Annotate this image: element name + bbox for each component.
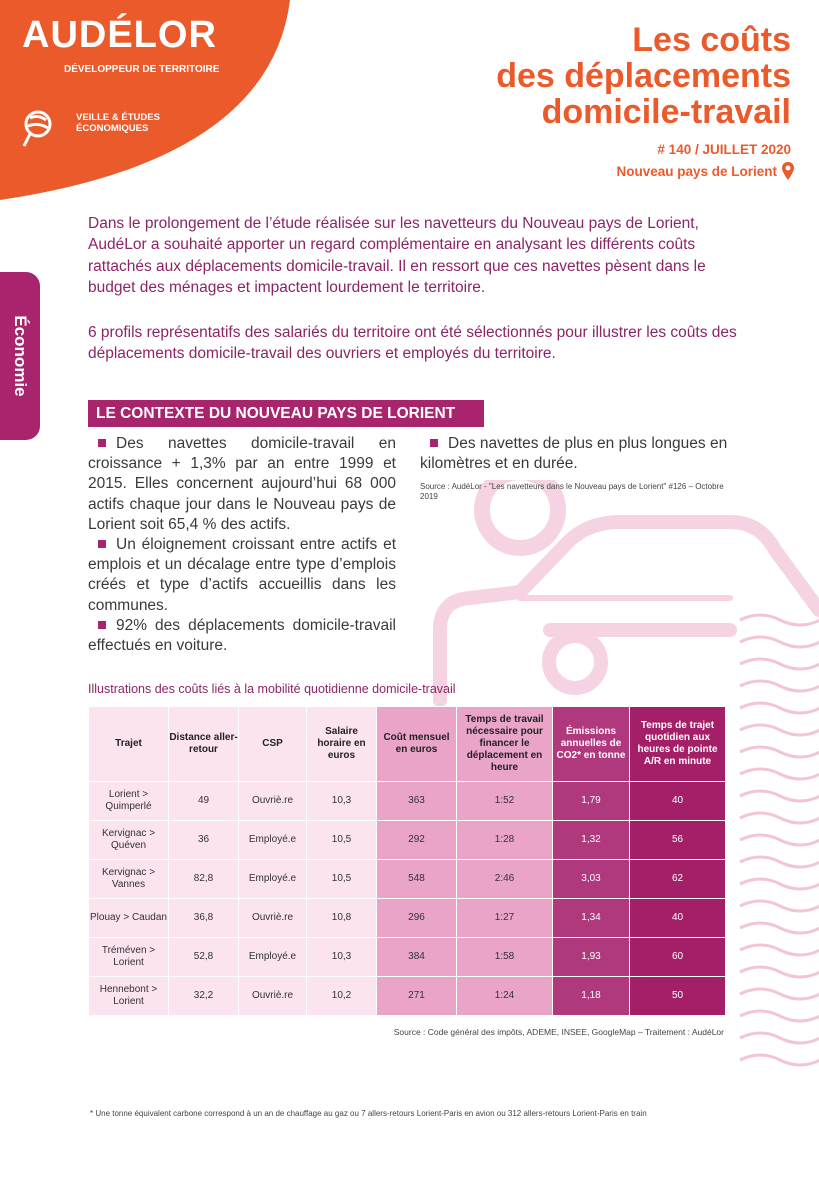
table-cell: 1,18 — [553, 977, 630, 1016]
table-row — [89, 899, 726, 938]
context-bullet-right — [420, 434, 740, 474]
bullet-square-icon — [430, 439, 438, 447]
table-cell: 2:46 — [457, 860, 553, 899]
table-cell: 10,3 — [307, 938, 377, 977]
column-header: Trajet — [89, 707, 169, 782]
table-cell: Lorient > Quimperlé — [89, 782, 169, 821]
table-cell: 36,8 — [169, 899, 239, 938]
table-cell: 1:58 — [457, 938, 553, 977]
issue-number: # 140 / JUILLET 2020 — [657, 142, 791, 157]
intro-paragraph-1: Dans le prolongement de l’étude réalisée sur les navetteurs du Nouveau pays de Lorient, AudéLor a souhaité apporter un regard complémentaire en analysant les différents coûts rattachés aux déplacements domicile-travail. Il en ressort que ces navettes pèsent dans le budget des ménages et impactent lourdement le territoire. — [88, 215, 706, 296]
column-header: Temps de trajet quotidien aux heures de pointe A/R en minute — [630, 707, 726, 782]
place-label: Nouveau pays de Lorient — [616, 163, 777, 179]
table-cell: 363 — [377, 782, 457, 821]
table-cell: 40 — [630, 782, 726, 821]
table-cell: Kervignac > Quéven — [89, 821, 169, 860]
table-cell: 1:24 — [457, 977, 553, 1016]
table-caption: Illustrations des coûts liés à la mobilité quotidienne domicile-travail — [88, 682, 456, 696]
bullet-square-icon — [98, 439, 106, 447]
column-header: Distance aller-retour — [169, 707, 239, 782]
table-cell: Hennebont > Lorient — [89, 977, 169, 1016]
bullet-item: Des navettes de plus en plus longues en kilomètres et en durée. — [420, 435, 728, 473]
column-header: Émissions annuelles de CO2* en tonne — [553, 707, 630, 782]
context-source: Source : AudéLor - "Les navetteurs dans le Nouveau pays de Lorient" #126 – Octobre 2019 — [420, 482, 724, 501]
table-cell: 52,8 — [169, 938, 239, 977]
table-cell: Employé.e — [239, 938, 307, 977]
table-cell: 10,5 — [307, 821, 377, 860]
table-cell: 10,8 — [307, 899, 377, 938]
column-header: Coût mensuel en euros — [377, 707, 457, 782]
table-cell: Employé.e — [239, 821, 307, 860]
table-cell: 10,2 — [307, 977, 377, 1016]
table-row — [89, 821, 726, 860]
table-cell: Ouvriè.re — [239, 977, 307, 1016]
table-row — [89, 938, 726, 977]
table-cell: 10,3 — [307, 782, 377, 821]
bullet-square-icon — [98, 540, 106, 548]
table-cell: Plouay > Caudan — [89, 899, 169, 938]
bullet-item: Des navettes domicile-travail en croissance + 1,3% par an entre 1999 et 2015. Elles concernent aujourd’hui 68 000 actifs chaque jour dans le Nouveau pays de Lorient soit 65,4 % des actifs. — [88, 435, 396, 533]
page-title — [371, 22, 791, 130]
table-cell: 296 — [377, 899, 457, 938]
column-header: CSP — [239, 707, 307, 782]
table-cell: 548 — [377, 860, 457, 899]
table-row — [89, 977, 726, 1016]
table-cell: Tréméven > Lorient — [89, 938, 169, 977]
table-cell: 271 — [377, 977, 457, 1016]
table-cell: 32,2 — [169, 977, 239, 1016]
veille-label: VEILLE & ÉTUDES ÉCONOMIQUES — [76, 112, 160, 134]
column-header: Salaire horaire en euros — [307, 707, 377, 782]
table-cell: 384 — [377, 938, 457, 977]
bullet-item: 92% des déplacements domicile-travail effectués en voiture. — [88, 616, 396, 655]
map-pin-icon — [781, 161, 795, 181]
table-cell: 82,8 — [169, 860, 239, 899]
table-cell: 1,93 — [553, 938, 630, 977]
table-cell: 60 — [630, 938, 726, 977]
table-cell: 1,34 — [553, 899, 630, 938]
table-cell: 62 — [630, 860, 726, 899]
table-cell: Ouvriè.re — [239, 782, 307, 821]
costs-table — [88, 706, 726, 1016]
table-cell: 36 — [169, 821, 239, 860]
bullet-square-icon — [98, 621, 106, 629]
table-cell: 3,03 — [553, 860, 630, 899]
table-cell: 1,79 — [553, 782, 630, 821]
section-heading: LE CONTEXTE DU NOUVEAU PAYS DE LORIENT — [88, 400, 484, 427]
logo-tagline: DÉVELOPPEUR DE TERRITOIRE — [64, 64, 220, 75]
intro-paragraph-2: 6 profils représentatifs des salariés du territoire ont été sélectionnés pour illustrer les coûts des déplacements domicile-travail des ouvriers et employés du territoire. — [88, 324, 737, 363]
table-cell: 10,5 — [307, 860, 377, 899]
table-source: Source : Code général des impôts, ADEME, INSEE, GoogleMap – Traitement : AudéLor — [393, 1027, 724, 1037]
title-line-3: domicile-travail — [541, 93, 791, 131]
context-bullets-left — [88, 434, 396, 656]
veille-magnifier-icon — [20, 108, 56, 152]
table-cell: Employé.e — [239, 860, 307, 899]
table-cell: Ouvriè.re — [239, 899, 307, 938]
table-cell: 1:27 — [457, 899, 553, 938]
column-header: Temps de travail nécessaire pour financer le déplacement en heure — [457, 707, 553, 782]
place-row — [616, 161, 795, 181]
footnote: * Une tonne équivalent carbone correspond à un an de chauffage au gaz ou 7 allers-retours Lorient-Paris en avion ou 312 allers-retours Lorient-Paris en train — [90, 1109, 647, 1118]
table-cell: 49 — [169, 782, 239, 821]
table-row — [89, 860, 726, 899]
table-cell: 1:52 — [457, 782, 553, 821]
table-cell: 50 — [630, 977, 726, 1016]
title-line-1: Les coûts — [632, 21, 791, 59]
table-cell: 1:28 — [457, 821, 553, 860]
table-cell: 292 — [377, 821, 457, 860]
table-cell: Kervignac > Vannes — [89, 860, 169, 899]
bullet-item: Un éloignement croissant entre actifs et emplois et un décalage entre type d’emplois créés et type d’actifs accueillis dans les communes. — [88, 536, 396, 614]
title-line-2: des déplacements — [496, 57, 791, 95]
table-cell: 40 — [630, 899, 726, 938]
logo: AUDÉLOR — [22, 14, 217, 56]
category-label: Économie — [11, 315, 30, 397]
table-cell: 1,32 — [553, 821, 630, 860]
table-header-row — [89, 707, 726, 782]
table-row — [89, 782, 726, 821]
table-cell: 56 — [630, 821, 726, 860]
